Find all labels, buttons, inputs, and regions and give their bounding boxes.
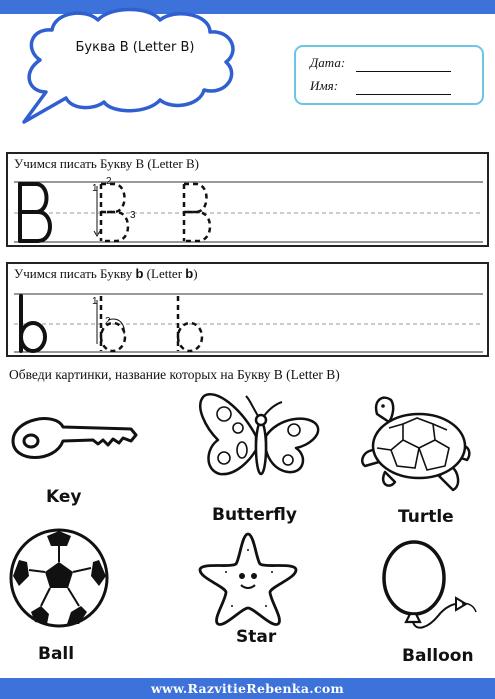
name-label: Имя: bbox=[310, 78, 339, 93]
handwriting-guides bbox=[8, 264, 491, 359]
panel-title: Учимся писать Букву b (Letter b) bbox=[14, 266, 198, 281]
footer-site-link[interactable]: www.RazvitieRebenka.com bbox=[150, 681, 345, 696]
stroke-number: 2 bbox=[105, 316, 111, 327]
picture-label: Turtle bbox=[398, 507, 454, 527]
key-icon[interactable] bbox=[5, 405, 140, 475]
stroke-number: 3 bbox=[130, 210, 136, 221]
turtle-icon[interactable] bbox=[355, 390, 485, 500]
date-name-box bbox=[294, 45, 484, 105]
footer-bar bbox=[0, 678, 495, 699]
picture-label: Balloon bbox=[402, 646, 474, 666]
balloon-icon[interactable] bbox=[380, 536, 480, 641]
stroke-number: 2 bbox=[106, 176, 112, 187]
handwriting-guides bbox=[8, 154, 491, 249]
stroke-number: 1 bbox=[92, 183, 98, 194]
model-letter-B bbox=[20, 184, 50, 241]
speech-cloud bbox=[0, 0, 260, 140]
picture-label: Butterfly bbox=[212, 505, 297, 525]
picture-label: Ball bbox=[38, 644, 75, 664]
trace-letter-B-guided[interactable] bbox=[101, 184, 128, 241]
practice-panel-lowercase bbox=[6, 262, 489, 357]
name-field[interactable] bbox=[356, 94, 451, 95]
date-field[interactable] bbox=[356, 71, 451, 72]
starfish-icon[interactable] bbox=[196, 528, 301, 628]
worksheet-title: Буква B (Letter B) bbox=[75, 40, 195, 55]
panel-title: Учимся писать Букву B (Letter B) bbox=[14, 156, 199, 171]
instruction-text: Обведи картинки, название которых на Букву B (Letter B) bbox=[9, 367, 340, 382]
practice-panel-uppercase bbox=[6, 152, 489, 247]
picture-label: Key bbox=[46, 487, 82, 507]
picture-label: Star bbox=[236, 627, 277, 647]
stroke-number: 1 bbox=[92, 296, 98, 307]
ball-icon[interactable] bbox=[7, 526, 112, 631]
butterfly-icon[interactable] bbox=[196, 388, 326, 498]
date-label: Дата: bbox=[310, 55, 346, 70]
